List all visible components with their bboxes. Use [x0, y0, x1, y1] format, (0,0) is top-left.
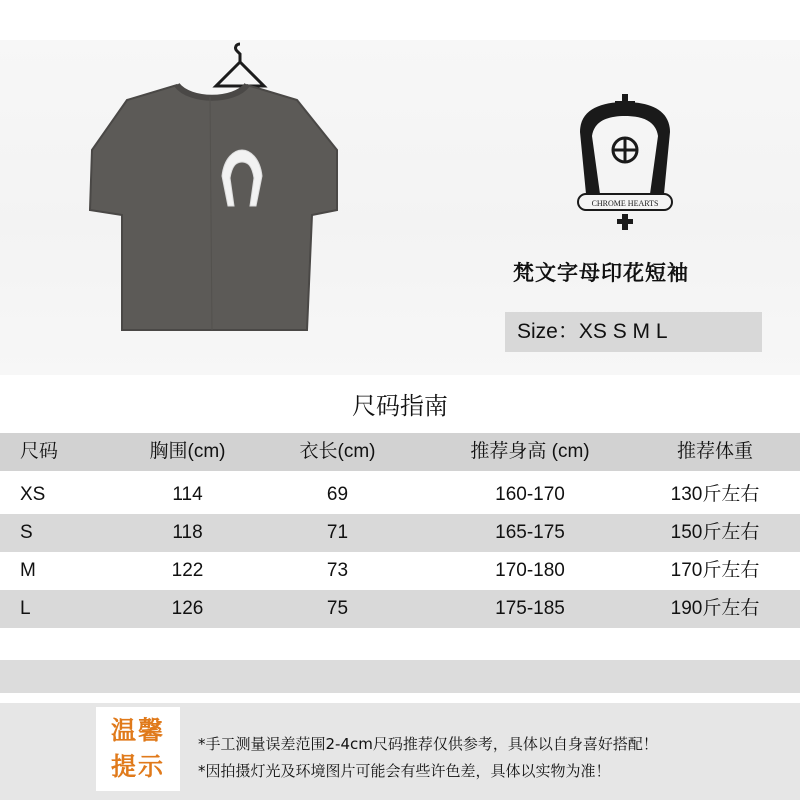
- size-guide-title: 尺码指南: [352, 392, 448, 420]
- notice-text-1: *手工测量误差范围2-4cm尺码推荐仅供参考，具体以自身喜好搭配！: [198, 735, 658, 753]
- header-height: 推荐身高 (cm): [470, 441, 590, 462]
- cell-size: S: [20, 522, 33, 543]
- cell-length: 75: [326, 598, 349, 619]
- notice-label-box: [96, 707, 180, 791]
- header-weight: 推荐体重: [676, 441, 753, 462]
- cell-height: 170-180: [495, 560, 565, 581]
- notice-label-line1: 温馨: [110, 716, 165, 745]
- cell-length: 73: [326, 560, 349, 581]
- cell-chest: 122: [171, 560, 204, 581]
- tshirt-image: [82, 60, 342, 360]
- cell-chest: 126: [171, 598, 204, 619]
- cell-height: 175-185: [495, 598, 565, 619]
- header-length: 衣长(cm): [299, 441, 376, 462]
- notice-text-2: *因拍摄灯光及环境图片可能会有些许色差，具体以实物为准！: [198, 762, 611, 780]
- table-row: [0, 590, 800, 628]
- chrome-hearts-logo: [560, 92, 690, 232]
- cell-size: XS: [20, 484, 46, 505]
- cell-size: M: [20, 560, 36, 581]
- cell-height: 160-170: [495, 484, 565, 505]
- cell-weight: 170斤左右: [670, 560, 760, 581]
- table-row: [0, 514, 800, 552]
- cell-weight: 150斤左右: [670, 522, 760, 543]
- cell-length: 69: [326, 484, 349, 505]
- header-size: 尺码: [20, 441, 59, 462]
- cell-length: 71: [326, 522, 349, 543]
- cell-weight: 130斤左右: [670, 484, 760, 505]
- header-chest: 胸围(cm): [149, 441, 226, 462]
- cell-chest: 118: [172, 522, 203, 543]
- divider-band: [0, 660, 800, 693]
- size-label: Size：XS S M L: [517, 320, 668, 343]
- cell-weight: 190斤左右: [670, 598, 760, 619]
- product-title: 梵文字母印花短袖: [513, 261, 689, 285]
- table-row: [0, 552, 800, 590]
- logo-banner-text: CHROME HEARTS: [591, 199, 659, 208]
- cell-size: L: [20, 598, 31, 619]
- notice-label-line2: 提示: [110, 752, 165, 781]
- table-row: [0, 476, 800, 514]
- table-header-row: [0, 433, 800, 471]
- size-bar: [505, 312, 762, 352]
- cell-chest: 114: [172, 484, 203, 505]
- cell-height: 165-175: [495, 522, 565, 543]
